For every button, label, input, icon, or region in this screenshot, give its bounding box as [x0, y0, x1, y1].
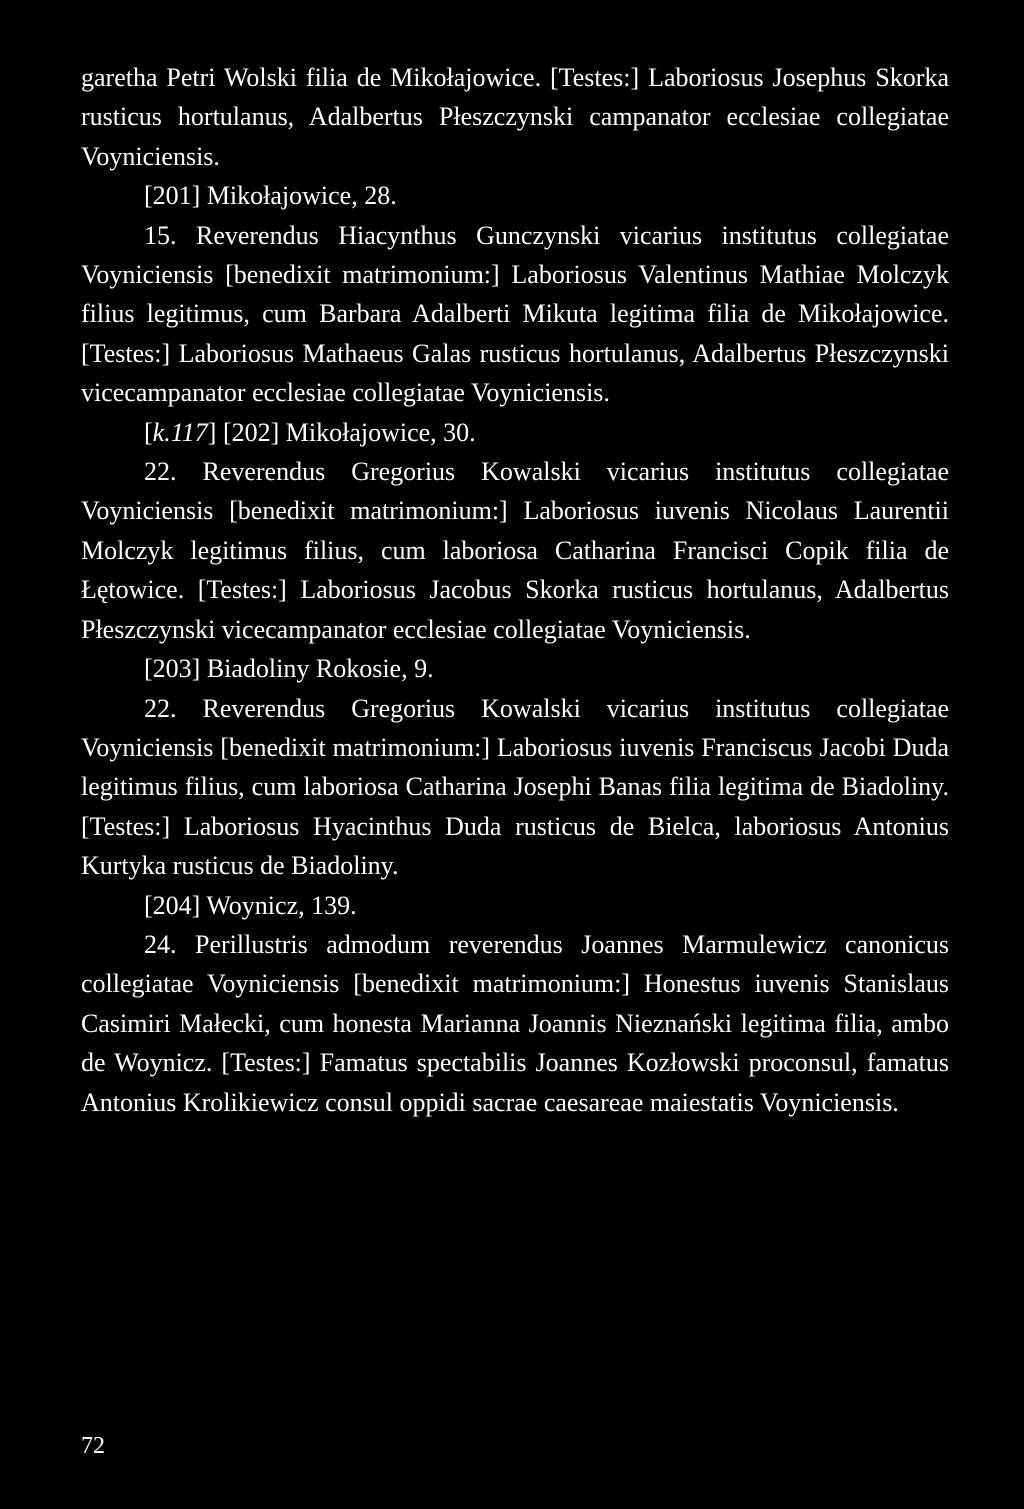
entry-text: 15. Reverendus Hiacynthus Gunczynski vicarius institutus collegiatae Voyniciensis [benedixit matrimonium:] Laboriosus Valentinus Mathiae Molczyk filius legitimus, cum Barbara Adalberti Mikuta legitima filia de Mikołajowice. [Testes:] Laboriosus Mathaeus Galas rusticus hortulanus, Adalbertus Płeszczynski vicecampanator ecclesiae collegiatae Voyniciensis.	[81, 220, 949, 408]
entry-heading-text: [201] Mikołajowice, 28.	[144, 181, 397, 211]
entry-text: 24. Perillustris admodum reverendus Joannes Marmulewicz canonicus collegiatae Voyniciensis [benedixit matrimonium:] Honestus iuvenis Stanislaus Casimiri Małecki, cum honesta Marianna Joannis Nieznański legitima filia, ambo de Woynicz. [Testes:] Famatus spectabilis Joannes Kozłowski proconsul, famatus Antonius Krolikiewicz consul oppidi sacrae caesareae maiestatis Voyniciensis.	[81, 929, 949, 1117]
entry-heading-text: [203] Biadoliny Rokosie, 9.	[144, 654, 434, 684]
entry-heading-text: ] [202] Mikołajowice, 30.	[207, 417, 476, 447]
entry-heading	[81, 886, 949, 925]
entry-203	[81, 649, 949, 885]
document-page	[81, 58, 949, 1122]
entry-heading	[81, 649, 949, 688]
entry-202	[81, 413, 949, 649]
entry-heading-pre: [	[144, 417, 153, 447]
entry-text: 22. Reverendus Gregorius Kowalski vicarius institutus collegiatae Voyniciensis [benedixit matrimonium:] Laboriosus iuvenis Franciscus Jacobi Duda legitimus filius, cum laboriosa Catharina Josephi Banas filia legitima de Biadoliny. [Testes:] Laboriosus Hyacinthus Duda rusticus de Bielca, laboriosus Antonius Kurtyka rusticus de Biadoliny.	[81, 693, 949, 881]
page-number: 72	[81, 1433, 105, 1459]
entry-heading	[81, 176, 949, 215]
folio-ref: k.117	[152, 417, 208, 447]
entry-heading	[81, 413, 949, 452]
entry-201	[81, 176, 949, 412]
entry-text: 22. Reverendus Gregorius Kowalski vicarius institutus collegiatae Voyniciensis [benedixit matrimonium:] Laboriosus iuvenis Nicolaus Laurentii Molczyk legitimus filius, cum laboriosa Catharina Francisci Copik filia de Łętowice. [Testes:] Laboriosus Jacobus Skorka rusticus hortulanus, Adalbertus Płeszczynski vicecampanator ecclesiae collegiatae Voyniciensis.	[81, 457, 949, 644]
entry-heading-text: [204] Woynicz, 139.	[144, 890, 357, 920]
opening-paragraph: garetha Petri Wolski filia de Mikołajowice. [Testes:] Laboriosus Josephus Skorka rusticus hortulanus, Adalbertus Płeszczynski campanator ecclesiae collegiatae Voyniciensis.	[81, 63, 949, 171]
entry-204	[81, 886, 949, 1122]
